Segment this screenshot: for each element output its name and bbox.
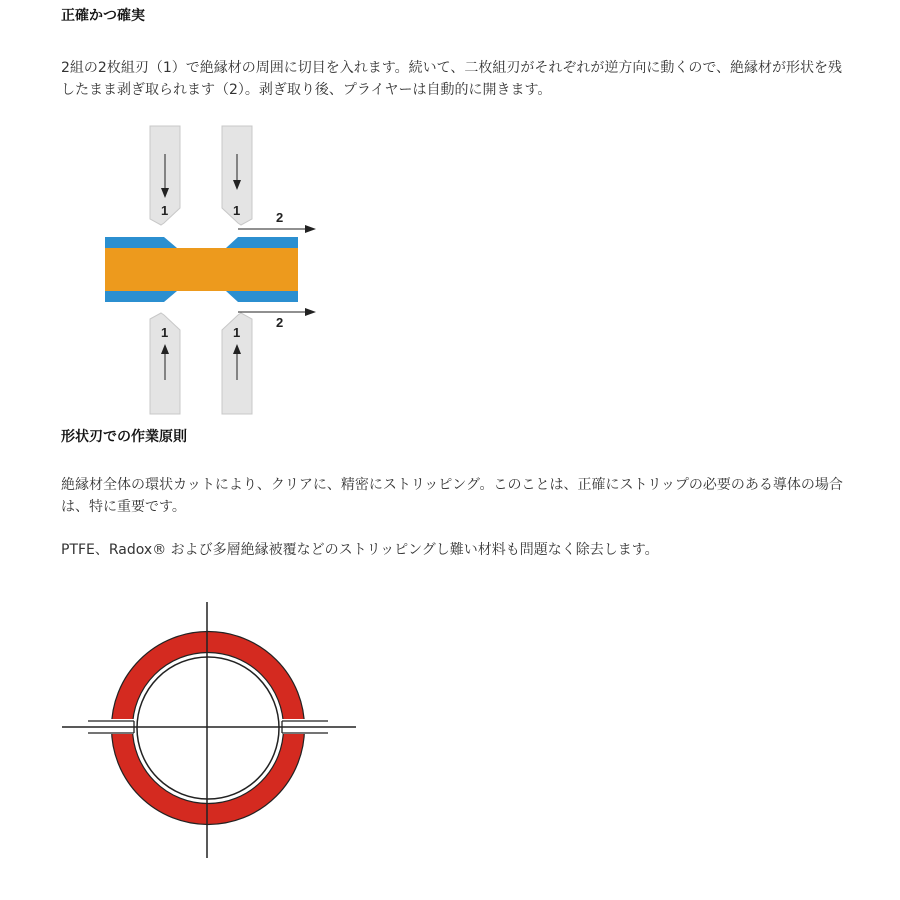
section-heading-principle: 形状刃での作業原則 bbox=[61, 429, 187, 445]
arrow-pull-lower bbox=[305, 308, 316, 316]
insulation-bottom-left bbox=[105, 291, 177, 302]
arrow-pull-upper bbox=[305, 225, 316, 233]
label-pull-upper: 2 bbox=[276, 210, 284, 225]
stripping-blades-diagram bbox=[100, 122, 325, 417]
insulation-top-left bbox=[105, 237, 177, 248]
section-paragraph-materials: PTFE、Radox® および多層絶縁被覆などのストリッピングし難い材料も問題なく除去します。 bbox=[61, 542, 659, 558]
label-blade-upper-right: 1 bbox=[233, 203, 241, 218]
ring-cut-diagram bbox=[58, 600, 363, 865]
conductor-circle bbox=[137, 657, 279, 799]
section-paragraph-ring-cut: 絶縁材全体の環状カットにより、クリアに、精密にストリッピング。このことは、正確にストリップの必要のある導体の場合は、特に重要です。 bbox=[61, 477, 843, 515]
label-blade-upper-left: 1 bbox=[161, 203, 169, 218]
insulation-bottom-right bbox=[226, 291, 298, 302]
label-blade-lower-right: 1 bbox=[233, 325, 241, 340]
section-paragraph-precision: 2組の2枚組刃（1）で絶縁材の周囲に切目を入れます。続いて、二枚組刃がそれぞれが逆方向に動くので、絶縁材が形状を残したまま剥ぎ取られます（2）。剥ぎ取り後、プライヤーは自動的に開きます。 bbox=[61, 60, 843, 98]
insulation-top-right bbox=[226, 237, 298, 248]
label-blade-lower-left: 1 bbox=[161, 325, 169, 340]
section-heading-precision: 正確かつ確実 bbox=[61, 8, 145, 24]
label-pull-lower: 2 bbox=[276, 315, 284, 330]
conductor-core bbox=[105, 248, 298, 291]
